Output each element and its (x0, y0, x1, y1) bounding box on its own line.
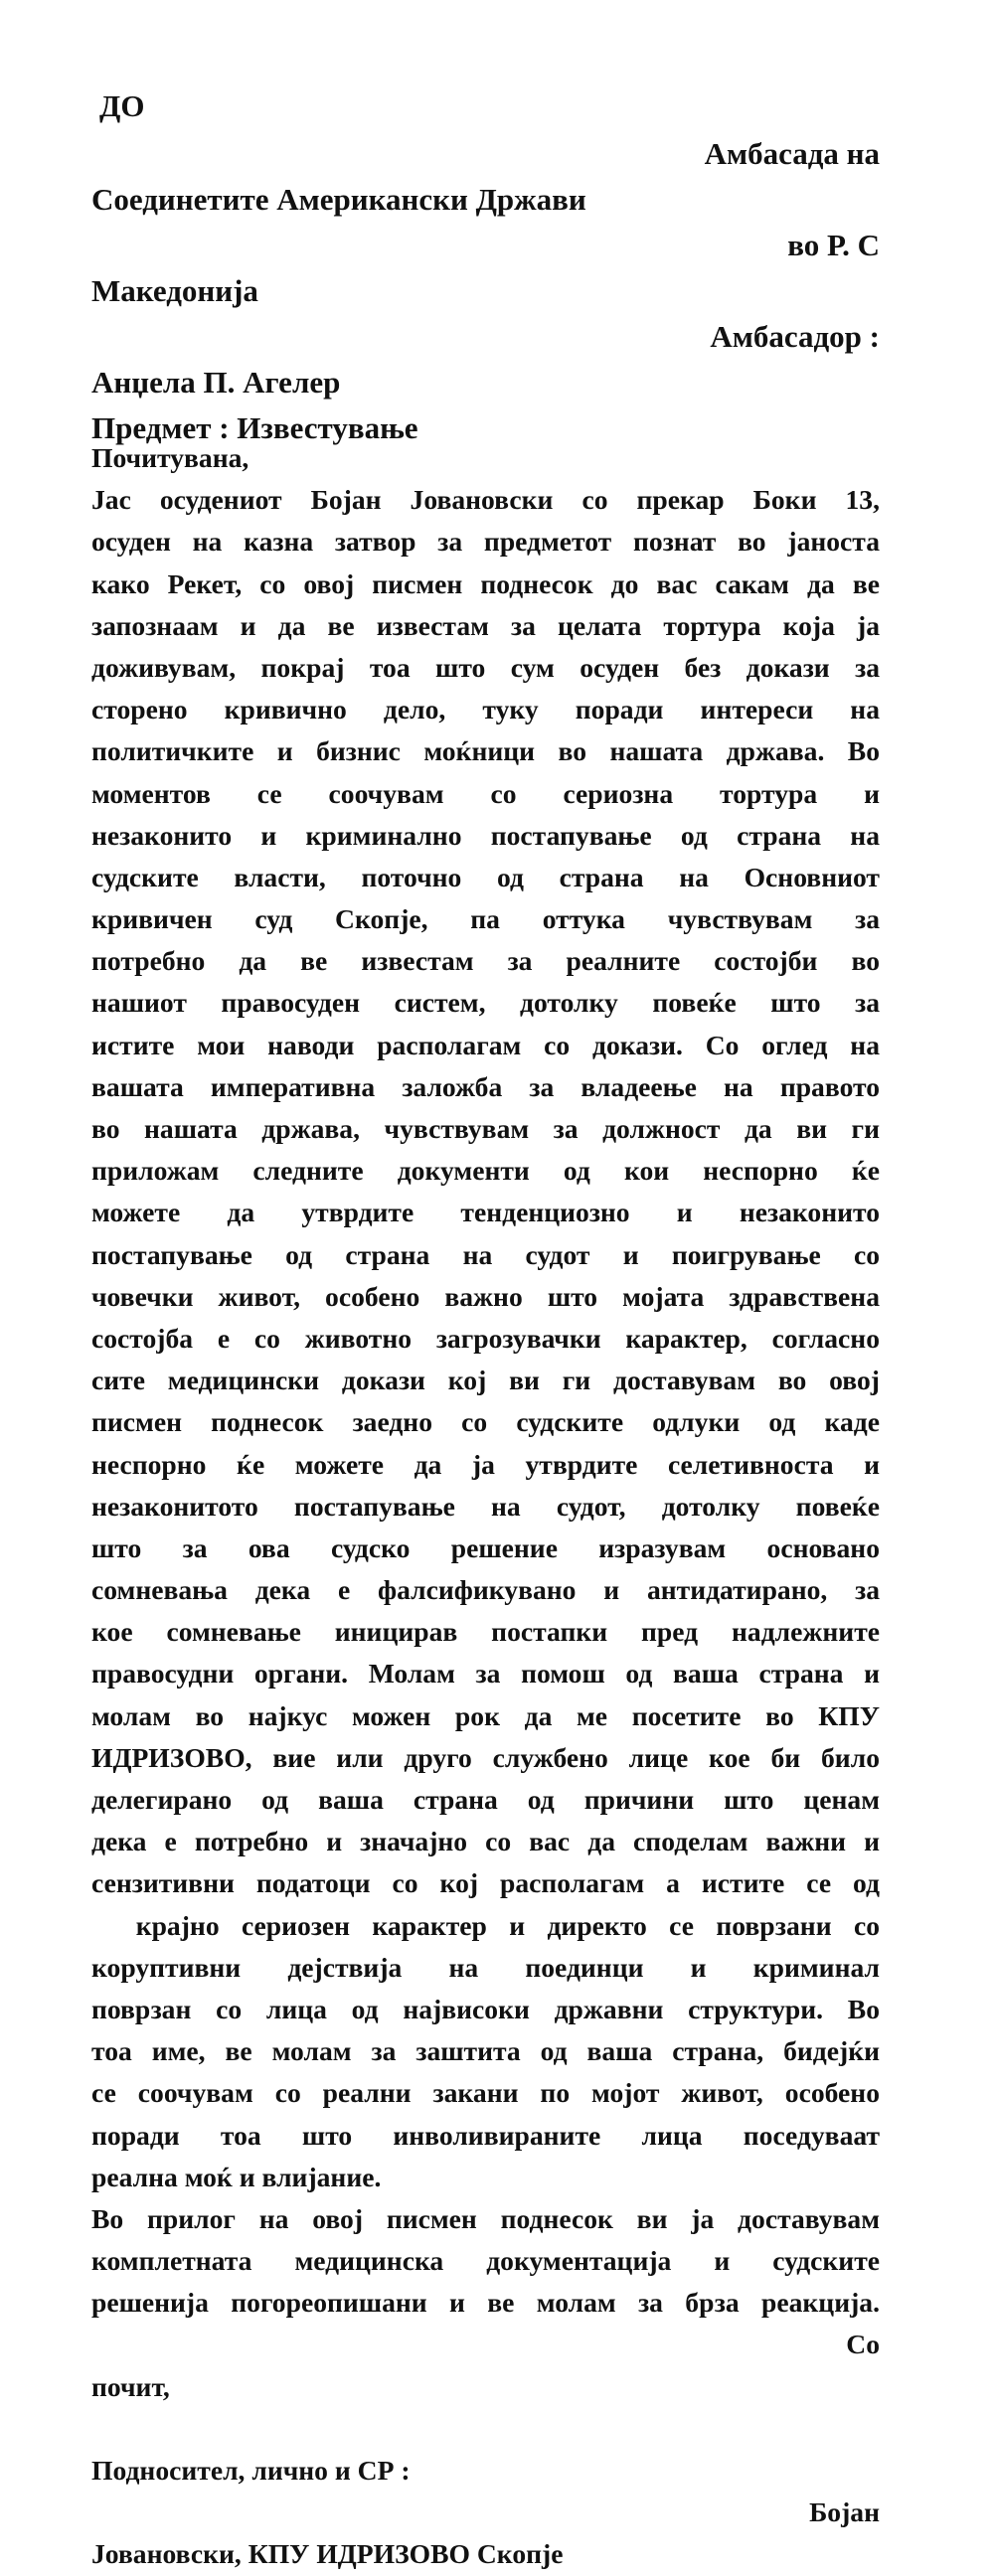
paragraph-line: дека е потребно и значајно со вас да споделам важни и (91, 1826, 880, 1857)
paragraph-line: писмен поднесок заедно со судските одлуки од каде (91, 1406, 880, 1438)
paragraph-line: се соочувам со реални закани по мојот живот, особено (91, 2077, 880, 2109)
paragraph-line: крајно сериозен карактер и директо се поврзани со (91, 1909, 880, 1941)
paragraph-line: политичките и бизнис моќници во нашата држава. Во (91, 735, 880, 767)
paragraph-line: доживувам, покрај тоа што сум осуден без докази за (91, 651, 880, 683)
paragraph-line: тоа име, ве молам за заштита од ваша страна, бидејќи (91, 2035, 880, 2067)
paragraph-line: моментов се соочувам со сериозна тортура и (91, 777, 880, 809)
paragraph-line: делегирано од ваша страна од причини што ценам (91, 1784, 880, 1815)
paragraph-line: Во прилог на овој писмен поднесок ви ја доставувам (91, 2202, 880, 2234)
addressee-line: Соединетите Американски Држави (91, 182, 586, 217)
addressee-line: во Р. С (787, 228, 880, 262)
paragraph-line: незаконито и криминално постапување од страна на (91, 819, 880, 851)
paragraph-line: коруптивни дејствија на поединци и криминал (91, 1951, 880, 1983)
paragraph-line: реална моќ и влијание. (91, 2161, 382, 2192)
paragraph-line: судските власти, поточно од страна на Основниот (91, 861, 880, 892)
signature-label: Подносител, лично и СР : (91, 2455, 411, 2486)
paragraph-line: комплетната медицинска документација и судските (91, 2245, 880, 2277)
addressee-line: Амбасада на (704, 136, 880, 171)
addressee-line: Македонија (91, 273, 258, 308)
signature-name-left: Јовановски, КПУ ИДРИЗОВО Скопје (91, 2538, 564, 2570)
paragraph-line: истите мои наводи располагам со докази. Со оглед на (91, 1029, 880, 1060)
closing-word-left: почит, (91, 2370, 170, 2402)
paragraph-line: нашиот правосуден систем, дотолку повеќе што за (91, 987, 880, 1019)
paragraph-line: осуден на казна затвор за предметот познат во јаноста (91, 526, 880, 558)
paragraph-line: ИДРИЗОВО, вие или друго службено лице кое би било (91, 1741, 880, 1773)
greeting: Почитувана, (91, 442, 249, 473)
paragraph-line: Јас осудениот Бојан Јовановски со прекар Боки 13, (91, 484, 880, 516)
paragraph-line: сомневања дека е фалсификувано и антидатирано, за (91, 1574, 880, 1606)
paragraph-line: човечки живот, особено важно што мојата здравствена (91, 1280, 880, 1312)
paragraph-line: поврзан со лица од највисоки државни структури. Во (91, 1993, 880, 2024)
paragraph-line: сторено кривично дело, туку поради интереси на (91, 694, 880, 725)
letter-body (91, 437, 880, 2576)
addressee-line: Амбасадор : (710, 319, 880, 354)
paragraph-line: вашата императивна заложба за владеење на правото (91, 1070, 880, 1102)
paragraph-line: во нашата држава, чувствувам за должност да ви ги (91, 1113, 880, 1144)
paragraph-line: поради тоа што инволивираните лица поседуваат (91, 2119, 880, 2151)
paragraph-line: незаконитото постапување на судот, дотолку повеќе (91, 1490, 880, 1522)
paragraph-line: што за ова судско решение изразувам основано (91, 1531, 880, 1563)
closing-word-right: Со (846, 2329, 880, 2360)
paragraph-line: молам во најкус можен рок да ме посетите во КПУ (91, 1699, 880, 1731)
paragraph-line: приложам следните документи од кои неспорно ќе (91, 1155, 880, 1187)
paragraph-line: сензитивни податоци со кој располагам а истите се од (91, 1867, 880, 1899)
to-label: ДО (99, 88, 145, 123)
paragraph-line: запознаам и да ве известам за целата тортура која ја (91, 609, 880, 641)
paragraph-line: можете да утврдите тенденциозно и незаконито (91, 1197, 880, 1228)
paragraph-line: постапување од страна на судот и поигрување со (91, 1238, 880, 1270)
paragraph-line: кривичен суд Скопје, па оттука чувствувам за (91, 903, 880, 935)
paragraph-line: потребно да ве известам за реалните состојби во (91, 945, 880, 977)
paragraph-main (91, 479, 880, 2198)
signature-name-right: Бојан (809, 2496, 880, 2528)
addressee-line: Анџела П. Агелер (91, 365, 341, 400)
paragraph-line: како Рекет, со овој писмен поднесок до вас сакам да ве (91, 567, 880, 599)
paragraph-line: решенија погореопишани и ве молам за брза реакција. (91, 2287, 880, 2319)
paragraph-line: кое сомневање иницирав постапки пред надлежните (91, 1616, 880, 1648)
paragraph-line: сите медицински докази кој ви ги доставувам во овој (91, 1365, 880, 1396)
subject-line: Предмет : Известување (91, 410, 418, 445)
paragraph-attachment (91, 2198, 880, 2325)
paragraph-line: состојба е со животно загрозувачки карактер, согласно (91, 1322, 880, 1354)
paragraph-line: правосудни органи. Молам за помош од ваша страна и (91, 1658, 880, 1690)
paragraph-line: неспорно ќе можете да ја утврдите селетивноста и (91, 1448, 880, 1480)
blank-line (91, 2408, 880, 2450)
addressee-block (91, 131, 880, 451)
